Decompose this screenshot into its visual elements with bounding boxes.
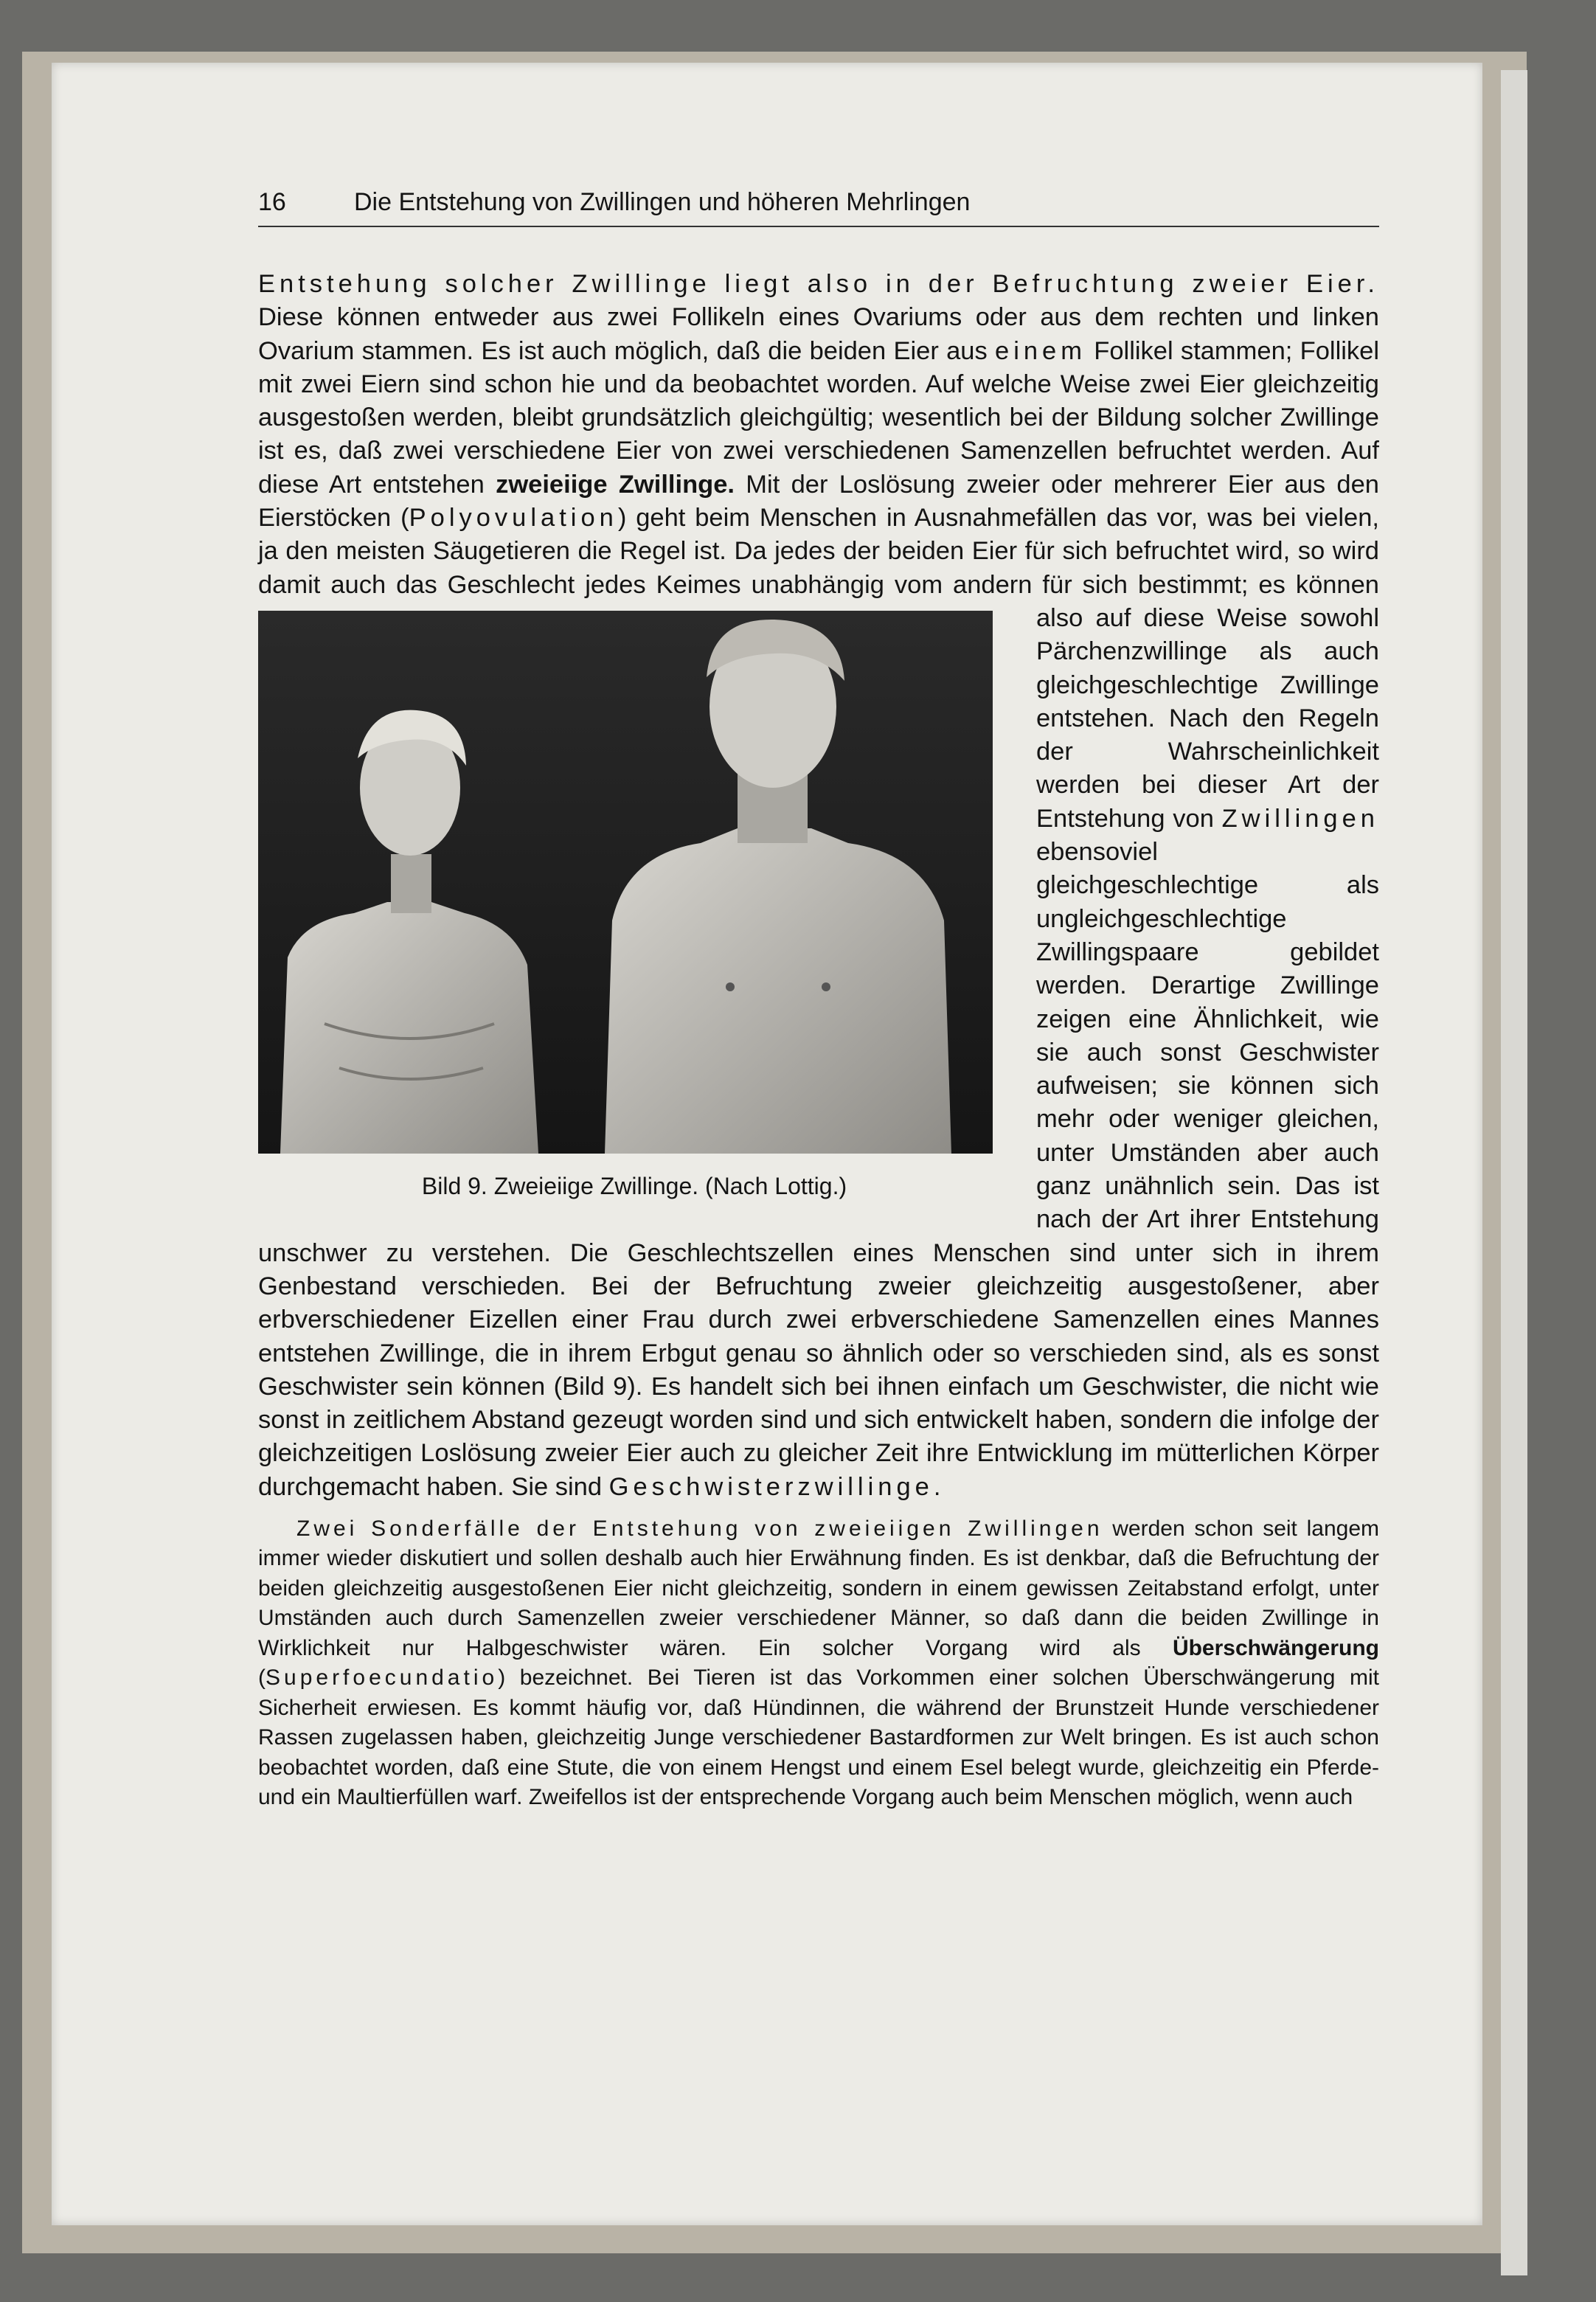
text-run: Mit der Loslösung zweier oder mehrerer Eier aus den Eierstöcken ( bbox=[258, 470, 1379, 533]
spaced-text: Entstehung solcher Zwillinge liegt also in der Befruchtung zweier Eier. bbox=[258, 270, 1379, 298]
spaced-text: Geschwisterzwillinge. bbox=[608, 1472, 946, 1501]
paragraph-1 bbox=[258, 268, 1379, 1504]
page-header bbox=[258, 188, 1379, 227]
text-run: ) bezeichnet. Bei Tieren ist das Vorkommen einer solchen Überschwängerung mit Sicherheit erwiesen. Es kommt häufig vor, daß Hündinnen, die während der Brunstzeit Hunde verschiedener Rassen zugelassen haben, gleichzeitig Junge verschiedener Bastardformen zur Welt bringen. Es ist auch schon beobachtet worden, daß eine Stute, die von einem Hengst und einem Esel belegt wurde, gleichzeitig ein Pferde- und ein Maultierfüllen warf. Zweifellos ist der entsprechende Vorgang auch beim Menschen möglich, wenn auch bbox=[258, 1665, 1379, 1810]
paragraph-2 bbox=[258, 1514, 1379, 1813]
twins-photo bbox=[258, 611, 993, 1154]
text-run: ( bbox=[258, 1665, 266, 1691]
spaced-text: Polyovulation bbox=[409, 504, 618, 533]
text-run: ) geht beim Menschen in Ausnahmefällen das vor, was bei vielen, ja den meisten Säugetieren die Regel ist. Da jedes der beiden Eier für sich befruchtet wird, so wird damit auch das Geschlecht jedes Keimes unabhängig vom andern für sich bestimmt; es können also bbox=[258, 504, 1379, 632]
bold-term: zweieiige Zwillinge. bbox=[496, 470, 735, 499]
figure-caption: Bild 9. Zweieiige Zwillinge. (Nach Lottig.) bbox=[421, 1172, 847, 1199]
spaced-text: Zwillingen bbox=[1221, 804, 1379, 833]
page-content bbox=[258, 188, 1379, 1813]
bold-term: Überschwängerung bbox=[1172, 1635, 1379, 1660]
spaced-text: Superfoecundatio bbox=[266, 1665, 499, 1691]
text-run: Diese können entweder aus zwei Follikeln eines Ovariums oder aus dem rechten und linken Ovarium stammen. Es ist auch möglich, daß die beiden Eier aus bbox=[258, 303, 1379, 365]
page-number: 16 bbox=[258, 188, 286, 216]
spaced-text: Zwei Sonderfälle der Entstehung von zweieiigen Zwillingen bbox=[296, 1516, 1103, 1541]
text-run: Follikel stammen; Follikel mit zwei Eiern sind schon hie und da beobachtet worden. Auf welche Weise zwei Eier gleichzeitig ausgestoßen werden, bleibt grundsätzlich gleichgültig; wesentlich bei der Bildung solcher Zwillinge ist es, daß zwei verschiedene Eier von zwei verschiedenen Samenzellen befruchtet werden. Auf diese Art entstehen bbox=[258, 336, 1380, 499]
text-run: auf diese Weise sowohl Pärchenzwillinge als auch gleichgeschlechtige Zwillinge entstehen. Nach den Regeln der Wahrscheinlichkeit werden bei dieser Art der Entstehung von bbox=[1036, 603, 1379, 833]
text-run: ebensoviel gleichgeschlechtige als ungleichgeschlechtige Zwillingspaare gebildet werden. Derartige Zwillinge zeigen eine Ähnlichkeit, wie sie auch sonst Geschwister aufweisen; sie können sich mehr oder weniger gleichen, unter Umständen aber auch ganz unähnlich sein. Das ist nach der Art ihrer Entstehung unschwer zu verstehen. Die Geschlechtszellen eines Menschen sind unter sich in ihrem Genbestand verschieden. Bei der Befruchtung zweier gleichzeitig ausgestoßener, aber erbverschiedener Eizellen einer Frau durch zwei erbverschiedene Samenzellen eines Mannes entstehen Zwillinge, die in ihrem Erbgut genau so ähnlich oder so verschieden sind, als es sonst Geschwister sein können (Bild 9). Es handelt sich bei ihnen einfach um Geschwister, die nicht wie sonst in zeitlichem Abstand gezeugt worden sind und sich entwickelt haben, sondern die infolge der gleichzeitigen Loslösung zweier Eier auch zu gleicher Zeit ihre Entwicklung im mütterlichen Körper durchgemacht haben. Sie sind bbox=[258, 838, 1379, 1501]
page-edge bbox=[1501, 70, 1527, 2275]
spaced-text: einem bbox=[995, 336, 1086, 365]
running-title: Die Entstehung von Zwillingen und höheren Mehrlingen bbox=[354, 188, 971, 216]
figure bbox=[258, 611, 996, 1203]
text-run: werden schon seit langem immer wieder diskutiert und sollen deshalb auch hier Erwähnung finden. Es ist denkbar, daß die Befruchtung der beiden gleichzeitig ausgestoßenen Eier nicht gleichzeitig, sondern in einem gewissen Zeitabstand erfolgt, unter Umständen auch durch Samenzellen zweier verschiedener Männer, so daß dann die beiden Zwillinge in Wirklichkeit nur Halbgeschwister wären. Ein solcher Vorgang wird als bbox=[258, 1516, 1380, 1660]
